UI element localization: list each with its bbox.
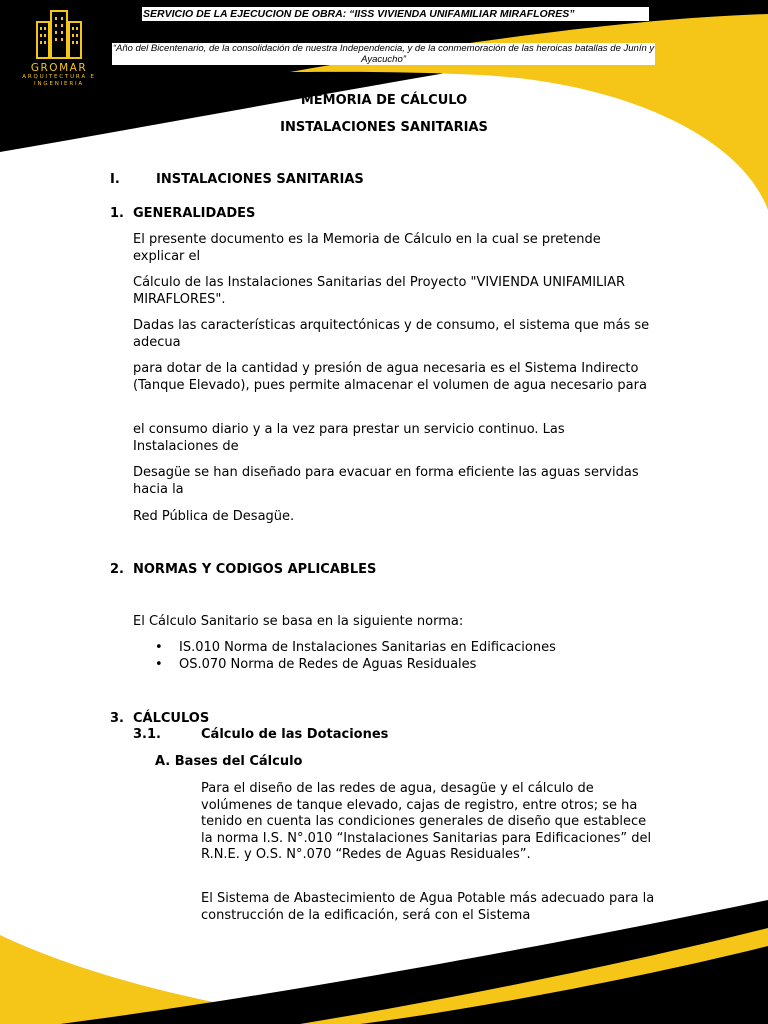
paragraph: el consumo diario y a la vez para prestar un servicio continuo. Las Instalaciones de: [133, 422, 565, 454]
logo-subtitle-1: ARQUITECTURA E: [22, 74, 96, 80]
subsection-number: 3.1.: [133, 727, 161, 742]
paragraph: Dadas las características arquitectónicas y de consumo, el sistema que más se adecua: [133, 318, 650, 350]
logo-subtitle-2: INGENIERIA: [34, 81, 84, 87]
service-title: SERVICIO DE LA EJECUCION DE OBRA: “IISS VIVIENDA UNIFAMILIAR MIRAFLORES”: [142, 7, 649, 21]
paragraph: El Cálculo Sanitario se basa en la siguiente norma:: [133, 614, 464, 629]
section-1-title: GENERALIDADES: [133, 206, 256, 221]
doc-title: MEMORIA DE CÁLCULO: [300, 93, 468, 108]
subsection-title: Cálculo de las Dotaciones: [201, 727, 389, 742]
year-motto: “Año del Bicentenario, de la consolidación de nuestra Independencia, y de la conmemoración de las heroicas batallas de Junín y Ayacucho”: [112, 43, 655, 65]
section-2-number: 2.: [110, 562, 124, 577]
subsection-a-title: A. Bases del Cálculo: [155, 754, 303, 769]
paragraph: Para el diseño de las redes de agua, desagüe y el cálculo de volúmenes de tanque elevado, cajas de registro, entre otros; se ha tenido en cuenta las condiciones generales de diseño que establece la norma I.S. N°.010 “Instalaciones Sanitarias para Edificaciones” del R.N.E. y O.S. N°.070 “Redes de Aguas Residuales”.: [201, 781, 652, 862]
section-3-number: 3.: [110, 711, 124, 726]
section-1-number: 1.: [110, 206, 124, 221]
paragraph: para dotar de la cantidad y presión de agua necesaria es el Sistema Indirecto (Tanque Elevado), pues permite almacenar el volumen de agua necesario para: [133, 361, 647, 393]
section-I-title: INSTALACIONES SANITARIAS: [156, 172, 364, 187]
paragraph: Red Pública de Desagüe.: [133, 509, 295, 524]
section-3-title: CÁLCULOS: [133, 711, 210, 726]
paragraph: El Sistema de Abastecimiento de Agua Potable más adecuado para la construcción de la edificación, será con el Sistema: [201, 891, 655, 923]
doc-subtitle: INSTALACIONES SANITARIAS: [280, 120, 488, 135]
paragraph: Cálculo de las Instalaciones Sanitarias del Proyecto "VIVIENDA UNIFAMILIAR MIRAFLORES".: [133, 275, 626, 307]
section-2-title: NORMAS Y CODIGOS APLICABLES: [133, 562, 377, 577]
list-item: OS.070 Norma de Redes de Aguas Residuales: [179, 657, 477, 672]
bullet-icon: •: [155, 657, 163, 672]
list-item: IS.010 Norma de Instalaciones Sanitarias en Edificaciones: [179, 640, 556, 655]
logo-name: GROMAR: [30, 62, 88, 74]
paragraph: Desagüe se han diseñado para evacuar en forma eficiente las aguas servidas hacia la: [133, 465, 639, 497]
paragraph: El presente documento es la Memoria de Cálculo en la cual se pretende explicar el: [133, 232, 601, 264]
section-I-number: I.: [110, 172, 120, 187]
bullet-icon: •: [155, 640, 163, 655]
